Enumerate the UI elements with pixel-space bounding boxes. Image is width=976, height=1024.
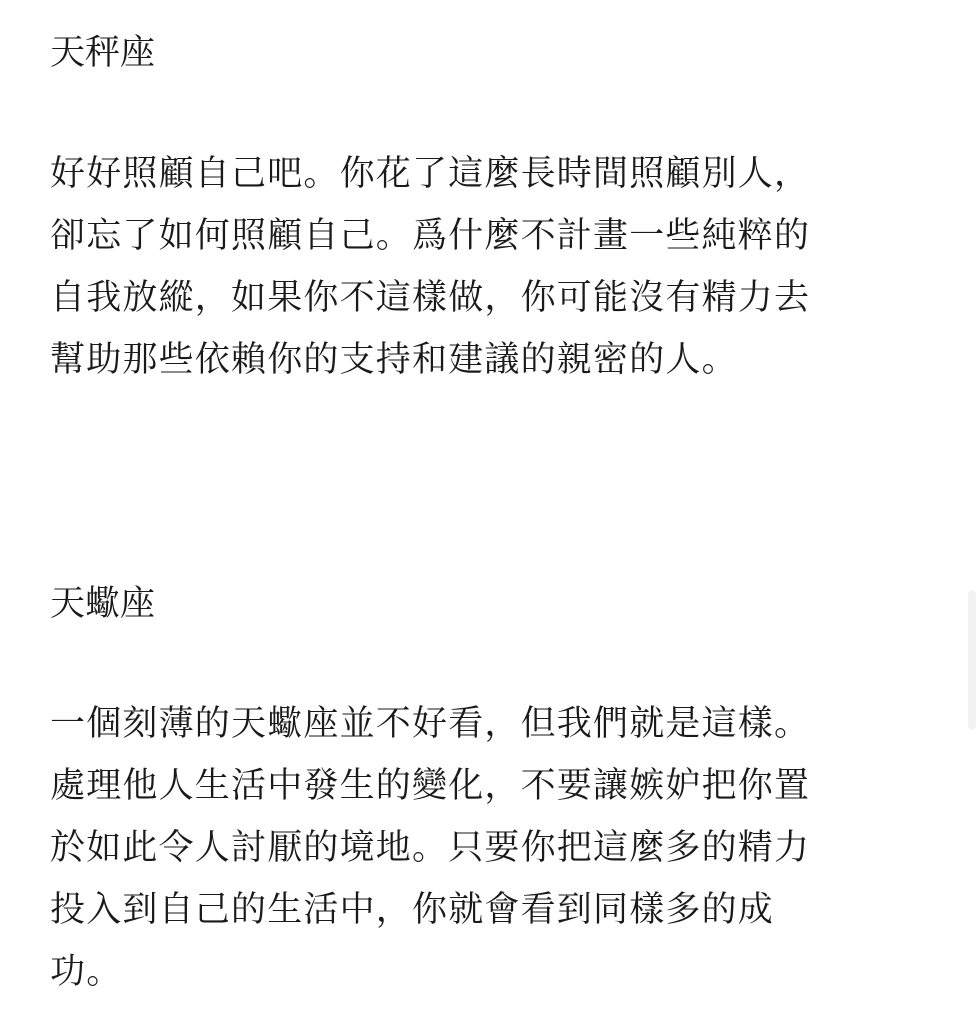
paragraph-line: 處理他人生活中發生的變化，不要讓嫉妒把你置 — [50, 766, 811, 806]
paragraph-line: 幫助那些依賴你的支持和建議的親密的人。 — [50, 340, 738, 380]
paragraph-line: 功。 — [50, 952, 123, 992]
scrollbar[interactable] — [968, 590, 976, 730]
paragraph-line: 自我放縱，如果你不這樣做，你可能沒有精力去 — [50, 278, 811, 318]
section-heading-scorpio: 天蠍座 — [50, 584, 156, 624]
section-heading-libra: 天秤座 — [50, 33, 156, 73]
paragraph-line: 好好照顧自己吧。你花了這麼長時間照顧別人， — [50, 154, 811, 194]
section-paragraph-libra — [50, 143, 930, 391]
section-paragraph-scorpio — [50, 693, 930, 1003]
paragraph-line: 投入到自己的生活中，你就會看到同樣多的成 — [50, 890, 775, 930]
paragraph-line: 於如此令人討厭的境地。只要你把這麼多的精力 — [50, 828, 811, 868]
paragraph-line: 卻忘了如何照顧自己。爲什麼不計畫一些純粹的 — [50, 216, 811, 256]
paragraph-line: 一個刻薄的天蠍座並不好看，但我們就是這樣。 — [50, 704, 811, 744]
